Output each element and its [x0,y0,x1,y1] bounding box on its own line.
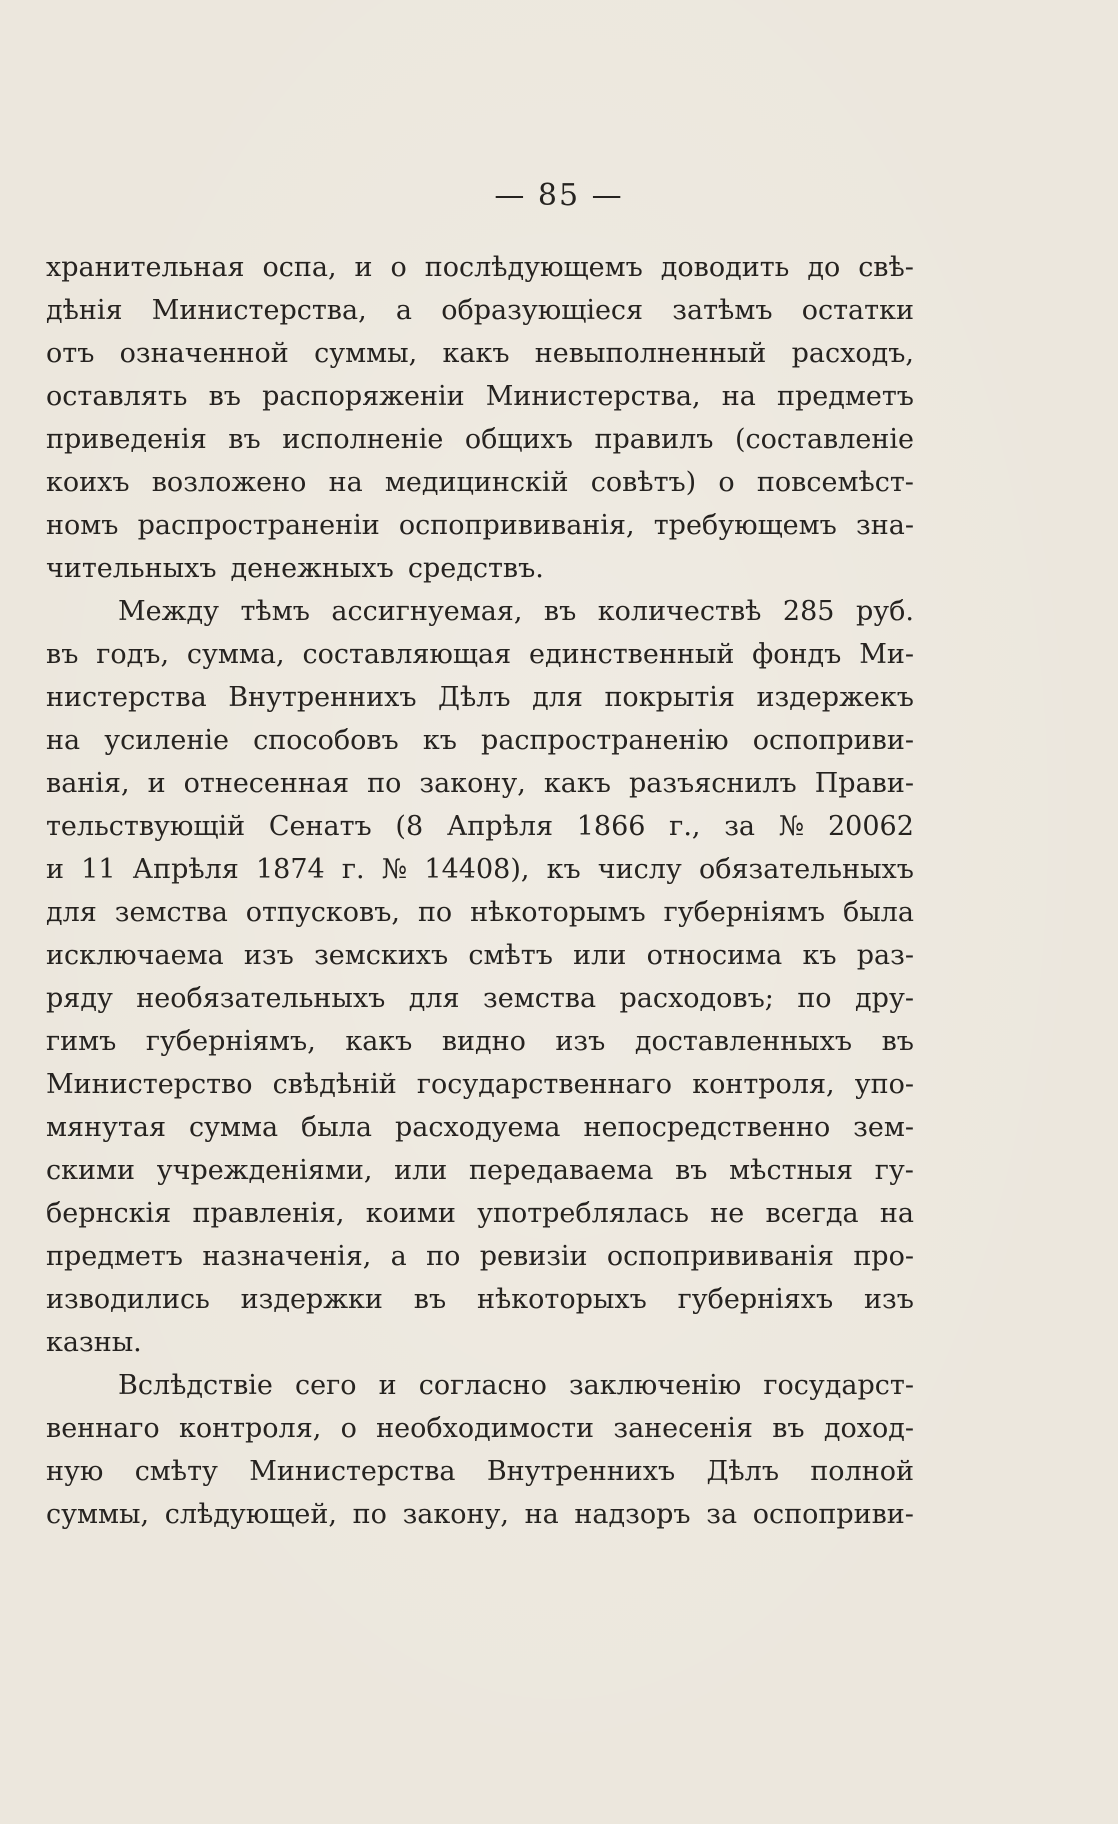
word: покрытія [604,682,735,713]
word: нистерства [46,682,207,713]
word: затѣмъ [672,295,773,326]
word: Внутреннихъ [228,682,417,713]
text-line [46,1278,914,1321]
word: казны. [46,1327,142,1358]
text-line [46,547,914,590]
word: годъ, [96,639,170,670]
word: доставленныхъ [634,1026,853,1057]
word: раз- [856,940,914,971]
word: закону, [419,768,526,799]
word: доводить [660,252,790,283]
word: какъ [543,768,611,799]
word: 285 [782,596,835,627]
text-line [46,891,914,934]
word: предметъ [46,1241,183,1272]
word: по [426,1241,461,1272]
text-line [46,633,914,676]
text-line [46,332,914,375]
word: фондъ [752,639,842,670]
word: Апрѣля [132,854,239,885]
word: мѣстныя [729,1155,854,1186]
text-line [46,504,914,547]
word: оспопрививанія, [398,510,635,541]
word: изводились [46,1284,210,1315]
word: губерніяхъ [677,1284,834,1315]
word: способовъ [253,725,399,756]
word: скими [46,1155,135,1186]
word: смѣтъ [468,940,553,971]
word: требующемъ [653,510,837,541]
word: и [354,252,373,283]
word: возложено [151,467,307,498]
word: ную [46,1456,104,1487]
word: изъ [243,940,294,971]
word: издержекъ [756,682,914,713]
word: повсемѣст- [756,467,914,498]
word: или [573,940,627,971]
text-line [46,934,914,977]
word: оспоприви- [752,1499,914,1530]
text-line [46,246,914,289]
text-line [46,1493,914,1536]
word: назначенія, [202,1241,372,1272]
word: нѣкоторымъ [470,897,646,928]
word: за [724,811,756,842]
word: не [710,1198,745,1229]
word: Министерства, [485,381,701,412]
word: къ [546,854,581,885]
word: заключенію [568,1370,742,1401]
word: свѣ- [858,252,914,283]
word: на [46,725,81,756]
word: правленія, [192,1198,345,1229]
word: губерніямъ [663,897,826,928]
word: тельствующій [46,811,246,842]
text-line [46,762,914,805]
word: для [532,682,583,713]
word: слѣдующей, [164,1499,337,1530]
word: отъ [46,338,95,369]
word: г. [341,854,365,885]
word: обязательныхъ [698,854,914,885]
word: по [417,897,453,928]
word: губерніямъ, [145,1026,316,1057]
word: согласно [418,1370,547,1401]
word: въ [228,424,261,455]
word: и [147,768,166,799]
word: въ [208,381,241,412]
word: о [718,467,735,498]
word: оставлять [46,381,188,412]
word: общихъ [464,424,573,455]
text-line [46,1063,914,1106]
word: приведенія [46,424,207,455]
word: дру- [855,983,914,1014]
word: Между [118,596,219,627]
text-line [46,590,914,633]
word: коихъ [46,467,130,498]
word: въ [543,596,577,627]
word: о [340,1413,357,1444]
word: распространенію [481,725,729,756]
word: относима [646,940,783,971]
text-line [46,1321,914,1364]
word: ванія, [46,768,130,799]
word: суммы, [46,1499,150,1530]
word: исполненіе [282,424,444,455]
text-line [46,676,914,719]
word: всегда [765,1198,859,1229]
word: Внутреннихъ [486,1456,676,1487]
word: составляющая [302,639,512,670]
word: медицинскій [384,467,569,498]
text-line [46,1149,914,1192]
word: государственнаго [416,1069,673,1100]
word: Дѣлъ [706,1456,780,1487]
text-line [46,805,914,848]
word: учрежденіями, [156,1155,373,1186]
text-line [46,1407,914,1450]
word: числу [597,854,682,885]
word: про- [853,1241,914,1272]
word: исключаема [46,940,224,971]
word: гимъ [46,1026,117,1057]
word: необходимости [376,1413,595,1444]
word: мянутая [46,1112,166,1143]
word: невыполненный [534,338,767,369]
word: для [408,983,460,1014]
text-line [46,289,914,332]
word: 14408), [424,854,530,885]
word: сего [295,1370,357,1401]
word: (8 [395,811,424,842]
word: къ [802,940,837,971]
word: усиленіе [104,725,229,756]
word: земства [483,983,597,1014]
word: Ми- [859,639,914,670]
word: въ [675,1155,708,1186]
word: денежныхъ [230,553,394,584]
word: сумма, [186,639,285,670]
word: (составленіе [734,424,914,455]
word: смѣту [134,1456,218,1487]
word: а [395,295,412,326]
word: на [524,1499,559,1530]
page-number: — 85 — [494,178,624,213]
word: 20062 [827,811,914,842]
word: Министерства [249,1456,456,1487]
word: руб. [855,596,914,627]
word: и [46,854,64,885]
word: № [778,811,805,842]
word: въ [46,639,79,670]
word: хранительная [46,252,245,283]
word: доход- [823,1413,914,1444]
word: изъ [864,1284,914,1315]
word: въ [772,1413,805,1444]
word: правилъ [594,424,714,455]
word: сумма [188,1112,279,1143]
word: № [381,854,408,885]
word: на [328,467,363,498]
word: чительныхъ [46,553,217,584]
word: распространеніи [137,510,380,541]
word: Дѣлъ [438,682,511,713]
word: въ [881,1026,914,1057]
word: къ [422,725,457,756]
word: земства [114,897,228,928]
word: расходовъ; [619,983,774,1014]
word: контроля, [178,1413,322,1444]
word: Вслѣдствіе [118,1370,273,1401]
word: упо- [854,1069,914,1100]
word: на [879,1198,914,1229]
word: Апрѣля [446,811,554,842]
word: 1866 [576,811,646,842]
word: г., [669,811,701,842]
word: какъ [345,1026,413,1057]
word: отнесенная [183,768,350,799]
word: видно [441,1026,526,1057]
text-line [46,418,914,461]
word: веннаго [46,1413,160,1444]
word: 1874 [255,854,325,885]
word: зна- [856,510,914,541]
word: въ [413,1284,447,1315]
word: расходъ, [791,338,914,369]
word: образующіеся [441,295,644,326]
word: ряду [46,983,113,1014]
word: Министерство [46,1069,253,1100]
word: оспопрививанія [606,1241,834,1272]
word: закону, [402,1499,509,1530]
word: необязательныхъ [136,983,386,1014]
word: о [390,252,407,283]
text-line [46,1450,914,1493]
word: на [721,381,756,412]
word: номъ [46,510,119,541]
word: средствъ. [407,553,544,584]
word: тѣмъ [240,596,310,627]
word: была [301,1112,372,1143]
text-line [46,848,914,891]
word: количествѣ [597,596,762,627]
text-line [46,461,914,504]
text-line [46,719,914,762]
word: 11 [81,854,116,885]
word: нѣкоторыхъ [476,1284,647,1315]
word: дѣнія [46,295,123,326]
text-line [46,375,914,418]
word: остатки [801,295,914,326]
word: за [706,1499,738,1530]
text-line [46,1364,914,1407]
word: свѣдѣній [272,1069,397,1100]
word: распоряженіи [262,381,465,412]
word: означенной [119,338,289,369]
word: суммы, [314,338,418,369]
word: единственный [529,639,735,670]
word: Сенатъ [268,811,372,842]
word: передаваема [469,1155,654,1186]
word: контроля, [692,1069,835,1100]
word: а [390,1241,407,1272]
word: полной [810,1456,914,1487]
word: надзоръ [574,1499,691,1530]
word: государст- [763,1370,914,1401]
word: гу- [874,1155,914,1186]
text-line [46,977,914,1020]
text-line [46,1192,914,1235]
word: зем- [853,1112,914,1143]
text-line [46,1106,914,1149]
word: послѣдующемъ [424,252,643,283]
text-line [46,1235,914,1278]
word: до [807,252,841,283]
word: по [797,983,832,1014]
word: отпусковъ, [245,897,401,928]
body-text [46,246,914,1536]
word: разъяснилъ [628,768,797,799]
word: совѣтъ) [590,467,697,498]
word: оспоприви- [752,725,914,756]
word: оспа, [262,252,337,283]
word: употреблялась [477,1198,689,1229]
word: какъ [442,338,510,369]
word: коими [365,1198,456,1229]
word: изъ [555,1026,606,1057]
word: и [378,1370,397,1401]
word: ревизіи [479,1241,588,1272]
word: занесенія [613,1413,753,1444]
word: была [842,897,914,928]
word: предметъ [776,381,914,412]
word: земскихъ [314,940,449,971]
word: Министерства, [151,295,367,326]
word: бернскія [46,1198,172,1229]
word: издержки [240,1284,383,1315]
word: по [352,1499,387,1530]
word: по [367,768,402,799]
word: Прави- [814,768,914,799]
text-line [46,1020,914,1063]
word: для [46,897,97,928]
word: непосредственно [583,1112,831,1143]
word: расходуема [394,1112,561,1143]
word: или [394,1155,448,1186]
word: ассигнуемая, [331,596,523,627]
